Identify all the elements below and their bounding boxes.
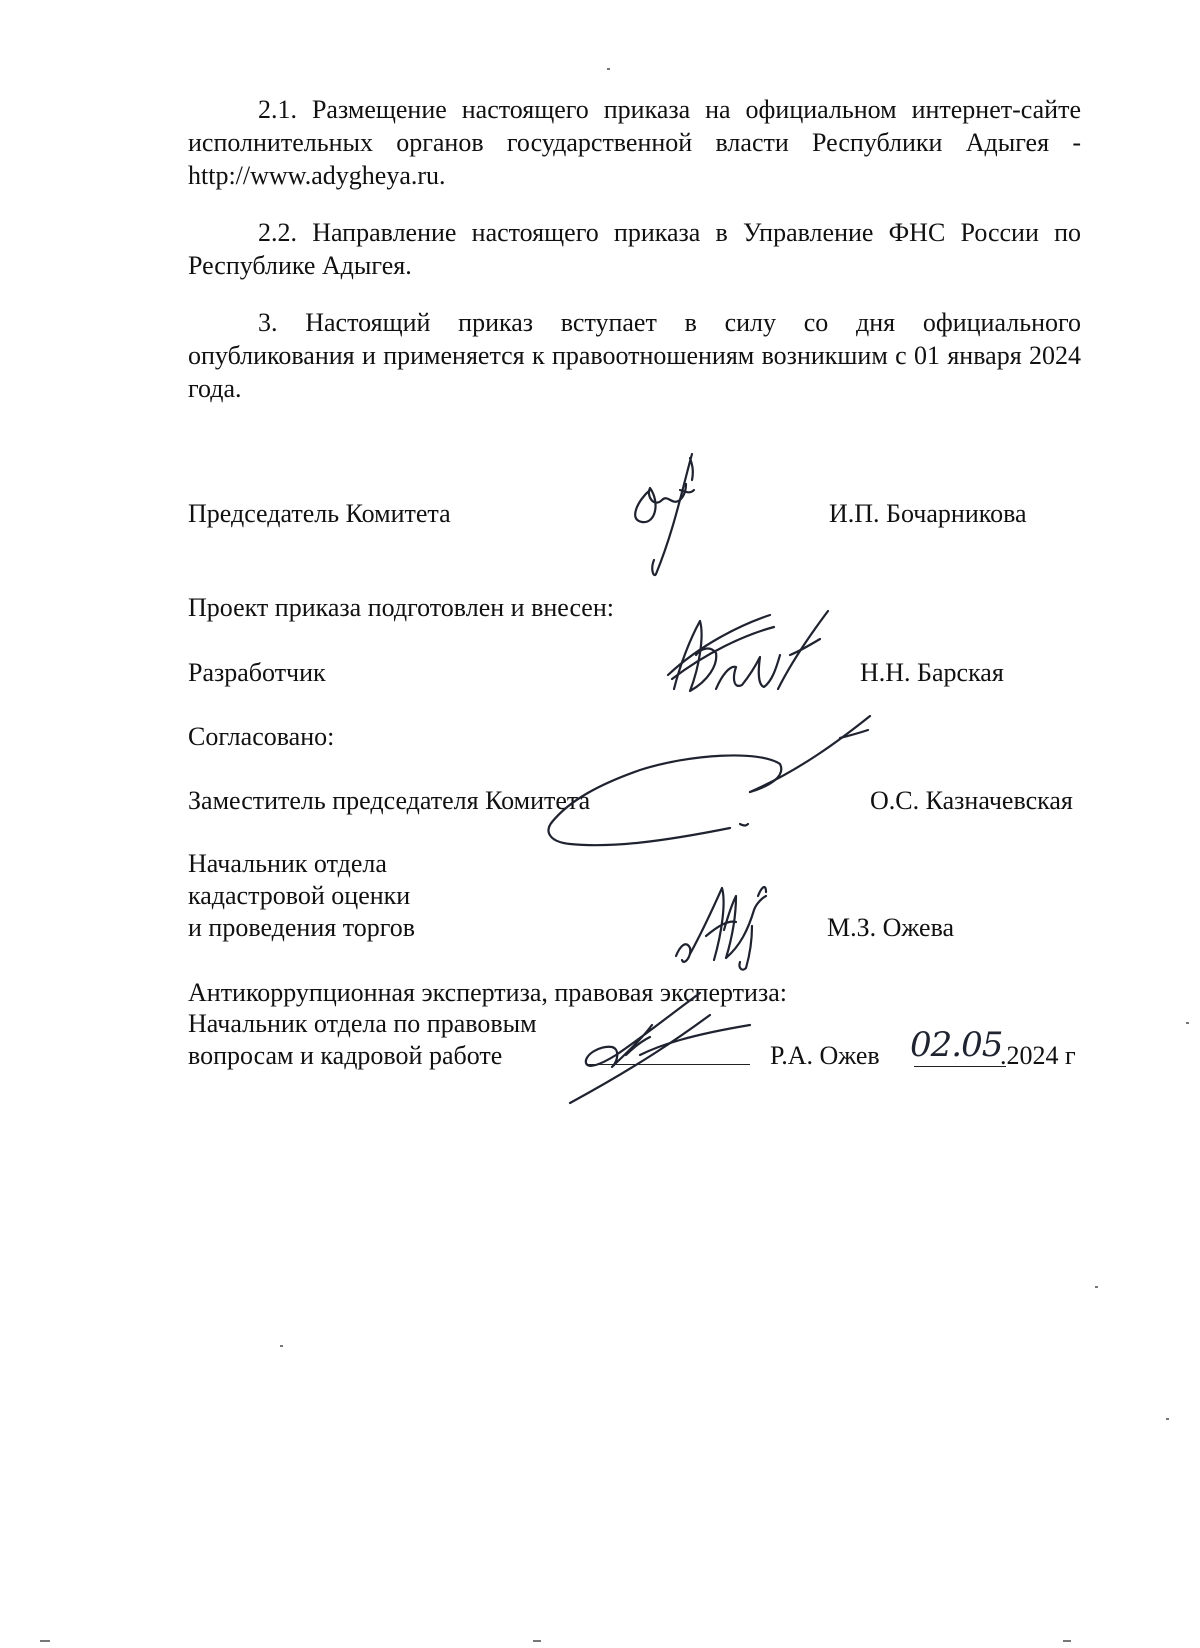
developer-signature (660, 605, 840, 705)
paragraph-3 (188, 306, 1081, 405)
cadastral-signature (670, 876, 780, 976)
scan-speck (1166, 1418, 1169, 1420)
paragraph-2-2-text: 2.2. Направление настоящего приказа в Управление ФНС России по Республике Адыгея. (188, 218, 1081, 280)
scan-speck (1063, 1640, 1071, 1642)
scan-speck (607, 68, 610, 70)
cadastral-title-line-1: Начальник отдела (188, 849, 387, 878)
chairman-name: И.П. Бочарникова (829, 499, 1027, 528)
expertise-date-line (914, 1066, 1006, 1067)
scan-speck (1095, 1286, 1098, 1288)
cadastral-name: М.З. Ожева (827, 913, 955, 942)
paragraph-2-1 (188, 93, 1081, 192)
expertise-name: Р.А. Ожев (770, 1041, 880, 1070)
deputy-name: О.С. Казначевская (870, 786, 1073, 815)
expertise-date-handwritten: 02.05 (910, 1025, 1003, 1065)
chairman-title: Председатель Комитета (188, 499, 451, 528)
cadastral-title-line-2: кадастровой оценки (188, 881, 411, 910)
expertise-signature (560, 985, 760, 1105)
scan-speck (280, 1345, 283, 1347)
deputy-title: Заместитель председателя Комитета (188, 786, 591, 815)
chairman-signature (620, 450, 730, 580)
scan-speck (1186, 1022, 1189, 1024)
paragraph-2-2 (188, 216, 1081, 282)
scan-speck (40, 1640, 50, 1642)
cadastral-title-line-3: и проведения торгов (188, 913, 416, 942)
expertise-heading: Антикоррупционная экспертиза, правовая экспертиза: (188, 978, 787, 1007)
prepared-heading: Проект приказа подготовлен и внесен: (188, 593, 614, 622)
developer-name: Н.Н. Барская (860, 658, 1004, 687)
paragraph-2-1-text: 2.1. Размещение настоящего приказа на официальном интернет-сайте исполнительных органов государственной власти Республики Адыгея - http://www.adygheya.ru. (188, 95, 1081, 190)
scan-speck (533, 1640, 541, 1642)
expertise-title-line-1: Начальник отдела по правовым (188, 1009, 537, 1038)
agreed-heading: Согласовано: (188, 722, 335, 751)
deputy-signature (540, 710, 880, 860)
expertise-date-suffix: .2024 г (1000, 1041, 1076, 1070)
developer-title: Разработчик (188, 658, 326, 687)
expertise-title-line-2: вопросам и кадровой работе (188, 1041, 503, 1070)
paragraph-3-text: 3. Настоящий приказ вступает в силу со дня официального опубликования и применяется к правоотношениям возникшим с 01 января 2024 года. (188, 308, 1081, 403)
